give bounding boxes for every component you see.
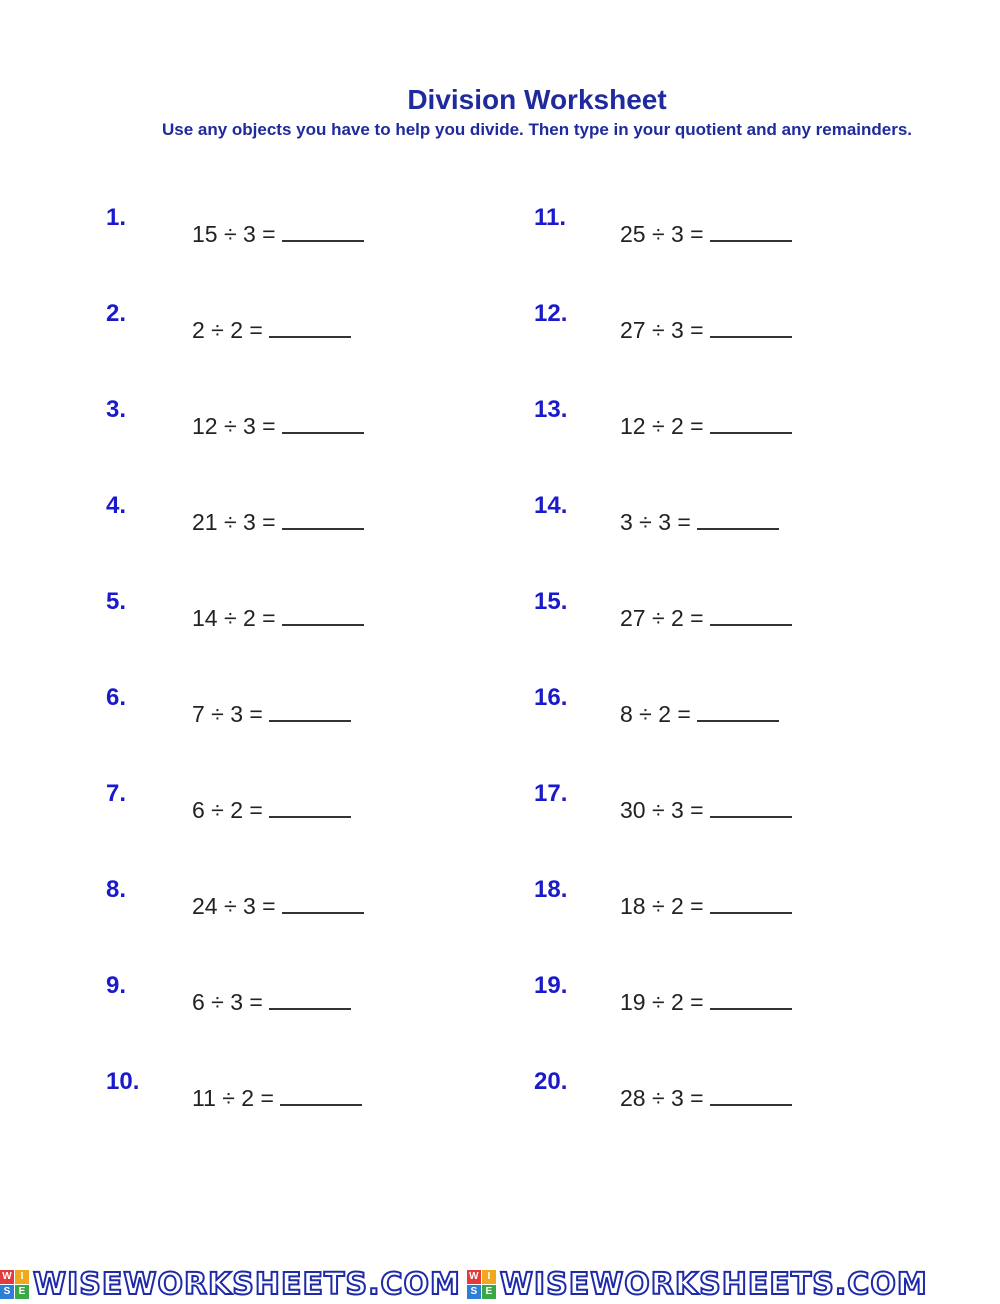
answer-blank[interactable] bbox=[282, 606, 364, 626]
problem-expression: 11 ÷ 2 = bbox=[192, 1085, 274, 1111]
problem-number: 10. bbox=[106, 1068, 140, 1095]
wise-logo-icon bbox=[467, 1270, 496, 1299]
problem-expression: 19 ÷ 2 = bbox=[620, 989, 704, 1015]
logo-letter: I bbox=[15, 1270, 29, 1284]
problem-17 bbox=[534, 780, 934, 840]
answer-blank[interactable] bbox=[269, 318, 351, 338]
problem-5 bbox=[106, 588, 506, 648]
problem-number: 16. bbox=[534, 684, 568, 711]
problem-number: 9. bbox=[106, 972, 127, 999]
problem-expression: 30 ÷ 3 = bbox=[620, 797, 704, 823]
problem-20 bbox=[534, 1068, 934, 1128]
problem-expression: 2 ÷ 2 = bbox=[192, 317, 263, 343]
problem-15 bbox=[534, 588, 934, 648]
problem-number: 4. bbox=[106, 492, 127, 519]
answer-blank[interactable] bbox=[697, 510, 779, 530]
problem-7 bbox=[106, 780, 506, 840]
problem-13 bbox=[534, 396, 934, 456]
problem-expression: 12 ÷ 3 = bbox=[192, 413, 276, 439]
worksheet-title: Division Worksheet bbox=[407, 84, 667, 115]
logo-letter: W bbox=[0, 1270, 14, 1284]
problem-number: 8. bbox=[106, 876, 127, 903]
problem-number: 12. bbox=[534, 300, 568, 327]
answer-blank[interactable] bbox=[269, 990, 351, 1010]
answer-blank[interactable] bbox=[710, 1086, 792, 1106]
problem-number: 2. bbox=[106, 300, 127, 327]
problem-number: 6. bbox=[106, 684, 127, 711]
problem-expression: 28 ÷ 3 = bbox=[620, 1085, 704, 1111]
problem-2 bbox=[106, 300, 506, 360]
problem-10 bbox=[106, 1068, 506, 1128]
answer-blank[interactable] bbox=[710, 414, 792, 434]
problem-expression: 15 ÷ 3 = bbox=[192, 221, 276, 247]
logo-letter: S bbox=[467, 1285, 481, 1299]
answer-blank[interactable] bbox=[282, 894, 364, 914]
worksheet-instructions: Use any objects you have to help you divide. Then type in your quotient and any remainders. bbox=[161, 120, 913, 139]
answer-blank[interactable] bbox=[282, 222, 364, 242]
problem-18 bbox=[534, 876, 934, 936]
problem-expression: 27 ÷ 3 = bbox=[620, 317, 704, 343]
problem-expression: 8 ÷ 2 = bbox=[620, 701, 691, 727]
brand-text: WISEWORKSHEETS.COM bbox=[33, 1266, 461, 1302]
problem-number: 7. bbox=[106, 780, 127, 807]
answer-blank[interactable] bbox=[282, 414, 364, 434]
answer-blank[interactable] bbox=[710, 318, 792, 338]
problem-number: 20. bbox=[534, 1068, 568, 1095]
problem-expression: 18 ÷ 2 = bbox=[620, 893, 704, 919]
problem-number: 14. bbox=[534, 492, 568, 519]
problem-expression: 3 ÷ 3 = bbox=[620, 509, 691, 535]
answer-blank[interactable] bbox=[710, 798, 792, 818]
problem-expression: 6 ÷ 3 = bbox=[192, 989, 263, 1015]
problem-11 bbox=[534, 204, 934, 264]
problem-number: 13. bbox=[534, 396, 568, 423]
problem-expression: 25 ÷ 3 = bbox=[620, 221, 704, 247]
answer-blank[interactable] bbox=[282, 510, 364, 530]
answer-blank[interactable] bbox=[269, 702, 351, 722]
footer-watermark bbox=[0, 1264, 1000, 1304]
problem-19 bbox=[534, 972, 934, 1032]
problem-number: 3. bbox=[106, 396, 127, 423]
problem-4 bbox=[106, 492, 506, 552]
problem-8 bbox=[106, 876, 506, 936]
problem-expression: 12 ÷ 2 = bbox=[620, 413, 704, 439]
problem-3 bbox=[106, 396, 506, 456]
logo-letter: I bbox=[482, 1270, 496, 1284]
problem-9 bbox=[106, 972, 506, 1032]
answer-blank[interactable] bbox=[280, 1086, 362, 1106]
problem-expression: 27 ÷ 2 = bbox=[620, 605, 704, 631]
answer-blank[interactable] bbox=[710, 222, 792, 242]
problem-expression: 14 ÷ 2 = bbox=[192, 605, 276, 631]
brand-watermark-repeat bbox=[467, 1264, 928, 1304]
problem-16 bbox=[534, 684, 934, 744]
problem-expression: 21 ÷ 3 = bbox=[192, 509, 276, 535]
problem-number: 1. bbox=[106, 204, 127, 231]
problem-number: 5. bbox=[106, 588, 127, 615]
problem-expression: 6 ÷ 2 = bbox=[192, 797, 263, 823]
logo-letter: E bbox=[15, 1285, 29, 1299]
brand-watermark bbox=[0, 1264, 461, 1304]
problem-12 bbox=[534, 300, 934, 360]
problem-1 bbox=[106, 204, 506, 264]
wise-logo-icon bbox=[0, 1270, 29, 1299]
problem-number: 18. bbox=[534, 876, 568, 903]
problem-number: 17. bbox=[534, 780, 568, 807]
problem-expression: 24 ÷ 3 = bbox=[192, 893, 276, 919]
problem-number: 15. bbox=[534, 588, 568, 615]
problem-14 bbox=[534, 492, 934, 552]
logo-letter: S bbox=[0, 1285, 14, 1299]
problem-6 bbox=[106, 684, 506, 744]
answer-blank[interactable] bbox=[710, 894, 792, 914]
problem-number: 19. bbox=[534, 972, 568, 999]
brand-text: WISEWORKSHEETS.COM bbox=[499, 1266, 928, 1302]
answer-blank[interactable] bbox=[710, 606, 792, 626]
answer-blank[interactable] bbox=[710, 990, 792, 1010]
problem-number: 11. bbox=[534, 204, 567, 231]
problem-expression: 7 ÷ 3 = bbox=[192, 701, 263, 727]
answer-blank[interactable] bbox=[269, 798, 351, 818]
logo-letter: W bbox=[467, 1270, 481, 1284]
logo-letter: E bbox=[482, 1285, 496, 1299]
answer-blank[interactable] bbox=[697, 702, 779, 722]
